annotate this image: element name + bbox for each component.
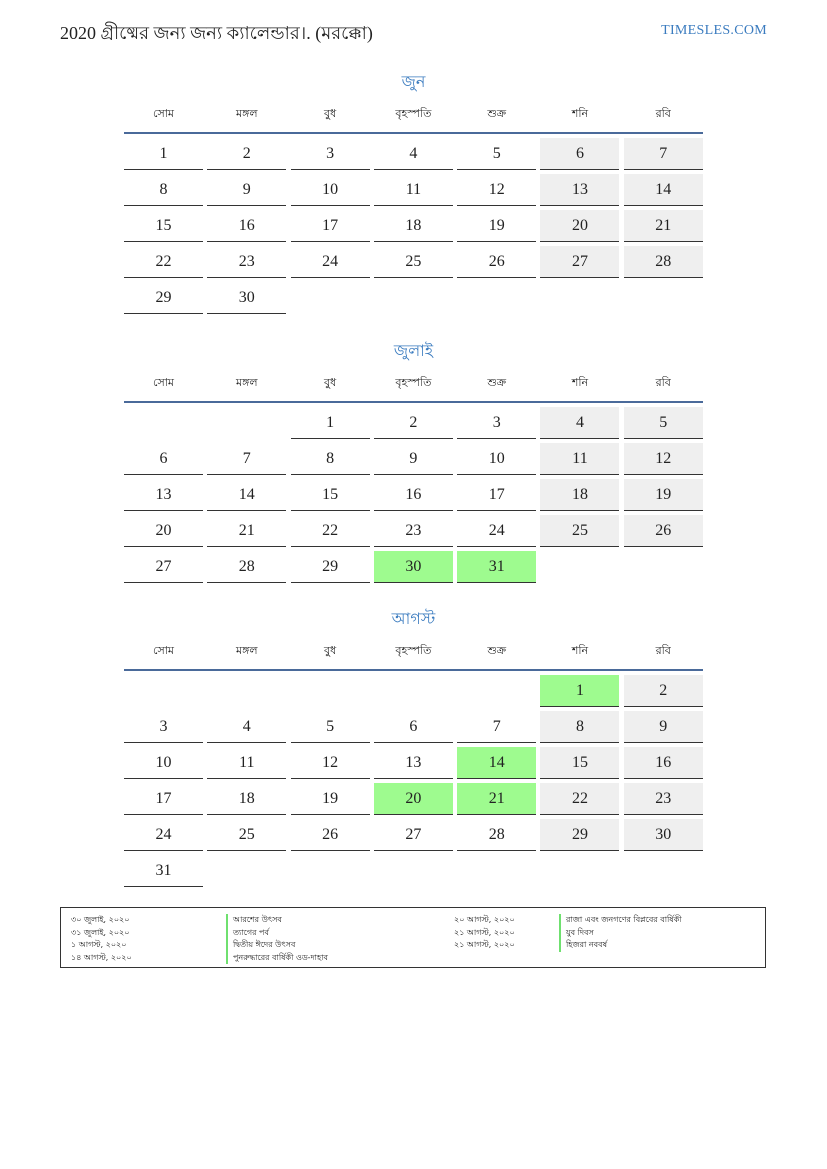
weekday-label: রবি [655,376,671,389]
weekday-label: মঙ্গল [235,376,258,389]
weekday-header [124,371,703,403]
day-cell: 8 [291,443,370,475]
weekday-label: শনি [571,107,589,120]
month-title: জুন [401,72,426,91]
day-cell: 9 [374,443,453,475]
empty-cell [124,407,203,439]
day-cell: 19 [291,783,370,815]
weekday-label: বৃহস্পতি [395,107,432,120]
day-grid [124,138,703,314]
month-block-july [124,339,703,583]
weekday-label: শুক্র [487,376,507,389]
day-cell: 18 [374,210,453,242]
note-holiday-name: হিজরা নববর্ষ [559,939,682,952]
day-cell: 27 [374,819,453,851]
day-cell: 22 [540,783,619,815]
day-cell: 22 [124,246,203,278]
holiday-day-cell: 20 [374,783,453,815]
day-cell: 13 [374,747,453,779]
day-cell: 18 [207,783,286,815]
day-cell: 3 [124,711,203,743]
holiday-day-cell: 21 [457,783,536,815]
month-title: আগস্ট [391,609,436,628]
day-cell: 21 [207,515,286,547]
day-cell: 3 [291,138,370,170]
month-block-august [124,607,703,887]
empty-cell [291,675,370,707]
note-holiday-name: দ্বিতীয় ঈদের উৎসব [226,939,328,952]
day-cell: 12 [291,747,370,779]
note-holiday-name: যুব দিবস [559,927,682,940]
note-date: ২১ আগস্ট, ২০২০ [454,927,515,937]
day-cell: 10 [124,747,203,779]
day-cell: 24 [291,246,370,278]
day-cell: 1 [124,138,203,170]
day-grid [124,675,703,887]
day-cell: 5 [291,711,370,743]
weekday-label: বুধ [323,376,337,389]
day-cell: 29 [540,819,619,851]
note-date: ৩০ জুলাই, ২০২০ [71,915,130,924]
empty-cell [207,407,286,439]
weekday-label: সোম [152,107,175,120]
day-cell: 4 [207,711,286,743]
day-cell: 28 [624,246,703,278]
day-cell: 8 [540,711,619,743]
day-cell: 16 [207,210,286,242]
day-cell: 25 [540,515,619,547]
page-title: 2020 গ্রীষ্মের জন্য জন্য ক্যালেন্ডার।. (মরক্কো) [60,23,373,43]
note-holiday-name: আরশের উৎসব [226,914,328,927]
note-date: ২০ আগস্ট, ২০২০ [454,915,515,924]
holiday-day-cell: 1 [540,675,619,707]
day-cell: 4 [540,407,619,439]
day-cell: 16 [624,747,703,779]
day-cell: 27 [540,246,619,278]
day-cell: 12 [624,443,703,475]
weekday-label: শুক্র [487,107,507,120]
weekday-header [124,102,703,134]
weekday-label: শনি [571,644,589,657]
day-cell: 11 [207,747,286,779]
day-cell: 11 [374,174,453,206]
day-cell: 28 [207,551,286,583]
day-cell: 18 [540,479,619,511]
day-cell: 29 [124,282,203,314]
day-grid [124,407,703,583]
note-date: ২১ আগস্ট, ২০২০ [454,940,515,949]
day-cell: 3 [457,407,536,439]
day-cell: 2 [207,138,286,170]
day-cell: 25 [374,246,453,278]
day-cell: 8 [124,174,203,206]
notes-left-names [226,914,328,964]
note-holiday-name: রাজা এবং জনগণের বিপ্লবের বার্ষিকী [559,914,682,927]
holiday-notes [60,907,766,968]
weekday-label: বুধ [323,107,337,120]
day-cell: 15 [540,747,619,779]
day-cell: 2 [624,675,703,707]
day-cell: 24 [124,819,203,851]
empty-cell [207,675,286,707]
day-cell: 17 [291,210,370,242]
day-cell: 6 [124,443,203,475]
day-cell: 26 [624,515,703,547]
weekday-label: বৃহস্পতি [395,644,432,657]
notes-right-dates [454,914,515,952]
month-block-june [124,70,703,314]
day-cell: 13 [540,174,619,206]
day-cell: 7 [207,443,286,475]
weekday-label: সোম [152,644,175,657]
day-cell: 13 [124,479,203,511]
weekday-label: মঙ্গল [235,644,258,657]
day-cell: 14 [624,174,703,206]
day-cell: 16 [374,479,453,511]
weekday-label: মঙ্গল [235,107,258,120]
day-cell: 19 [457,210,536,242]
day-cell: 20 [124,515,203,547]
day-cell: 10 [457,443,536,475]
day-cell: 23 [374,515,453,547]
empty-cell [457,675,536,707]
day-cell: 17 [124,783,203,815]
day-cell: 7 [624,138,703,170]
weekday-label: সোম [152,376,175,389]
weekday-label: রবি [655,644,671,657]
day-cell: 26 [291,819,370,851]
note-holiday-name: পুনরুদ্ধারের বার্ষিকী ওড-দাহাব [226,952,328,965]
day-cell: 24 [457,515,536,547]
day-cell: 5 [624,407,703,439]
day-cell: 29 [291,551,370,583]
day-cell: 9 [624,711,703,743]
day-cell: 31 [124,855,203,887]
holiday-day-cell: 14 [457,747,536,779]
empty-cell [374,675,453,707]
notes-left-dates [71,914,132,964]
brand-link[interactable]: TIMESLES.COM [661,23,767,38]
day-cell: 11 [540,443,619,475]
day-cell: 30 [207,282,286,314]
note-date: ১৪ আগস্ট, ২০২০ [71,952,132,962]
day-cell: 21 [624,210,703,242]
day-cell: 25 [207,819,286,851]
day-cell: 7 [457,711,536,743]
day-cell: 14 [207,479,286,511]
weekday-label: বুধ [323,644,337,657]
day-cell: 4 [374,138,453,170]
day-cell: 20 [540,210,619,242]
note-date: ৩১ জুলাই, ২০২০ [71,927,130,937]
day-cell: 9 [207,174,286,206]
day-cell: 28 [457,819,536,851]
empty-cell [124,675,203,707]
day-cell: 27 [124,551,203,583]
weekday-header [124,639,703,671]
weekday-label: বৃহস্পতি [395,376,432,389]
day-cell: 10 [291,174,370,206]
day-cell: 22 [291,515,370,547]
month-title: জুলাই [393,341,434,360]
day-cell: 12 [457,174,536,206]
day-cell: 23 [207,246,286,278]
day-cell: 6 [540,138,619,170]
weekday-label: রবি [655,107,671,120]
day-cell: 30 [624,819,703,851]
day-cell: 15 [291,479,370,511]
holiday-day-cell: 31 [457,551,536,583]
day-cell: 23 [624,783,703,815]
day-cell: 26 [457,246,536,278]
weekday-label: শনি [571,376,589,389]
day-cell: 5 [457,138,536,170]
holiday-day-cell: 30 [374,551,453,583]
note-holiday-name: ত্যাগের পর্ব [226,927,328,940]
weekday-label: শুক্র [487,644,507,657]
day-cell: 2 [374,407,453,439]
day-cell: 17 [457,479,536,511]
day-cell: 1 [291,407,370,439]
notes-right-names [559,914,682,952]
note-date: ১ আগস্ট, ২০২০ [71,940,127,949]
day-cell: 6 [374,711,453,743]
day-cell: 15 [124,210,203,242]
day-cell: 19 [624,479,703,511]
